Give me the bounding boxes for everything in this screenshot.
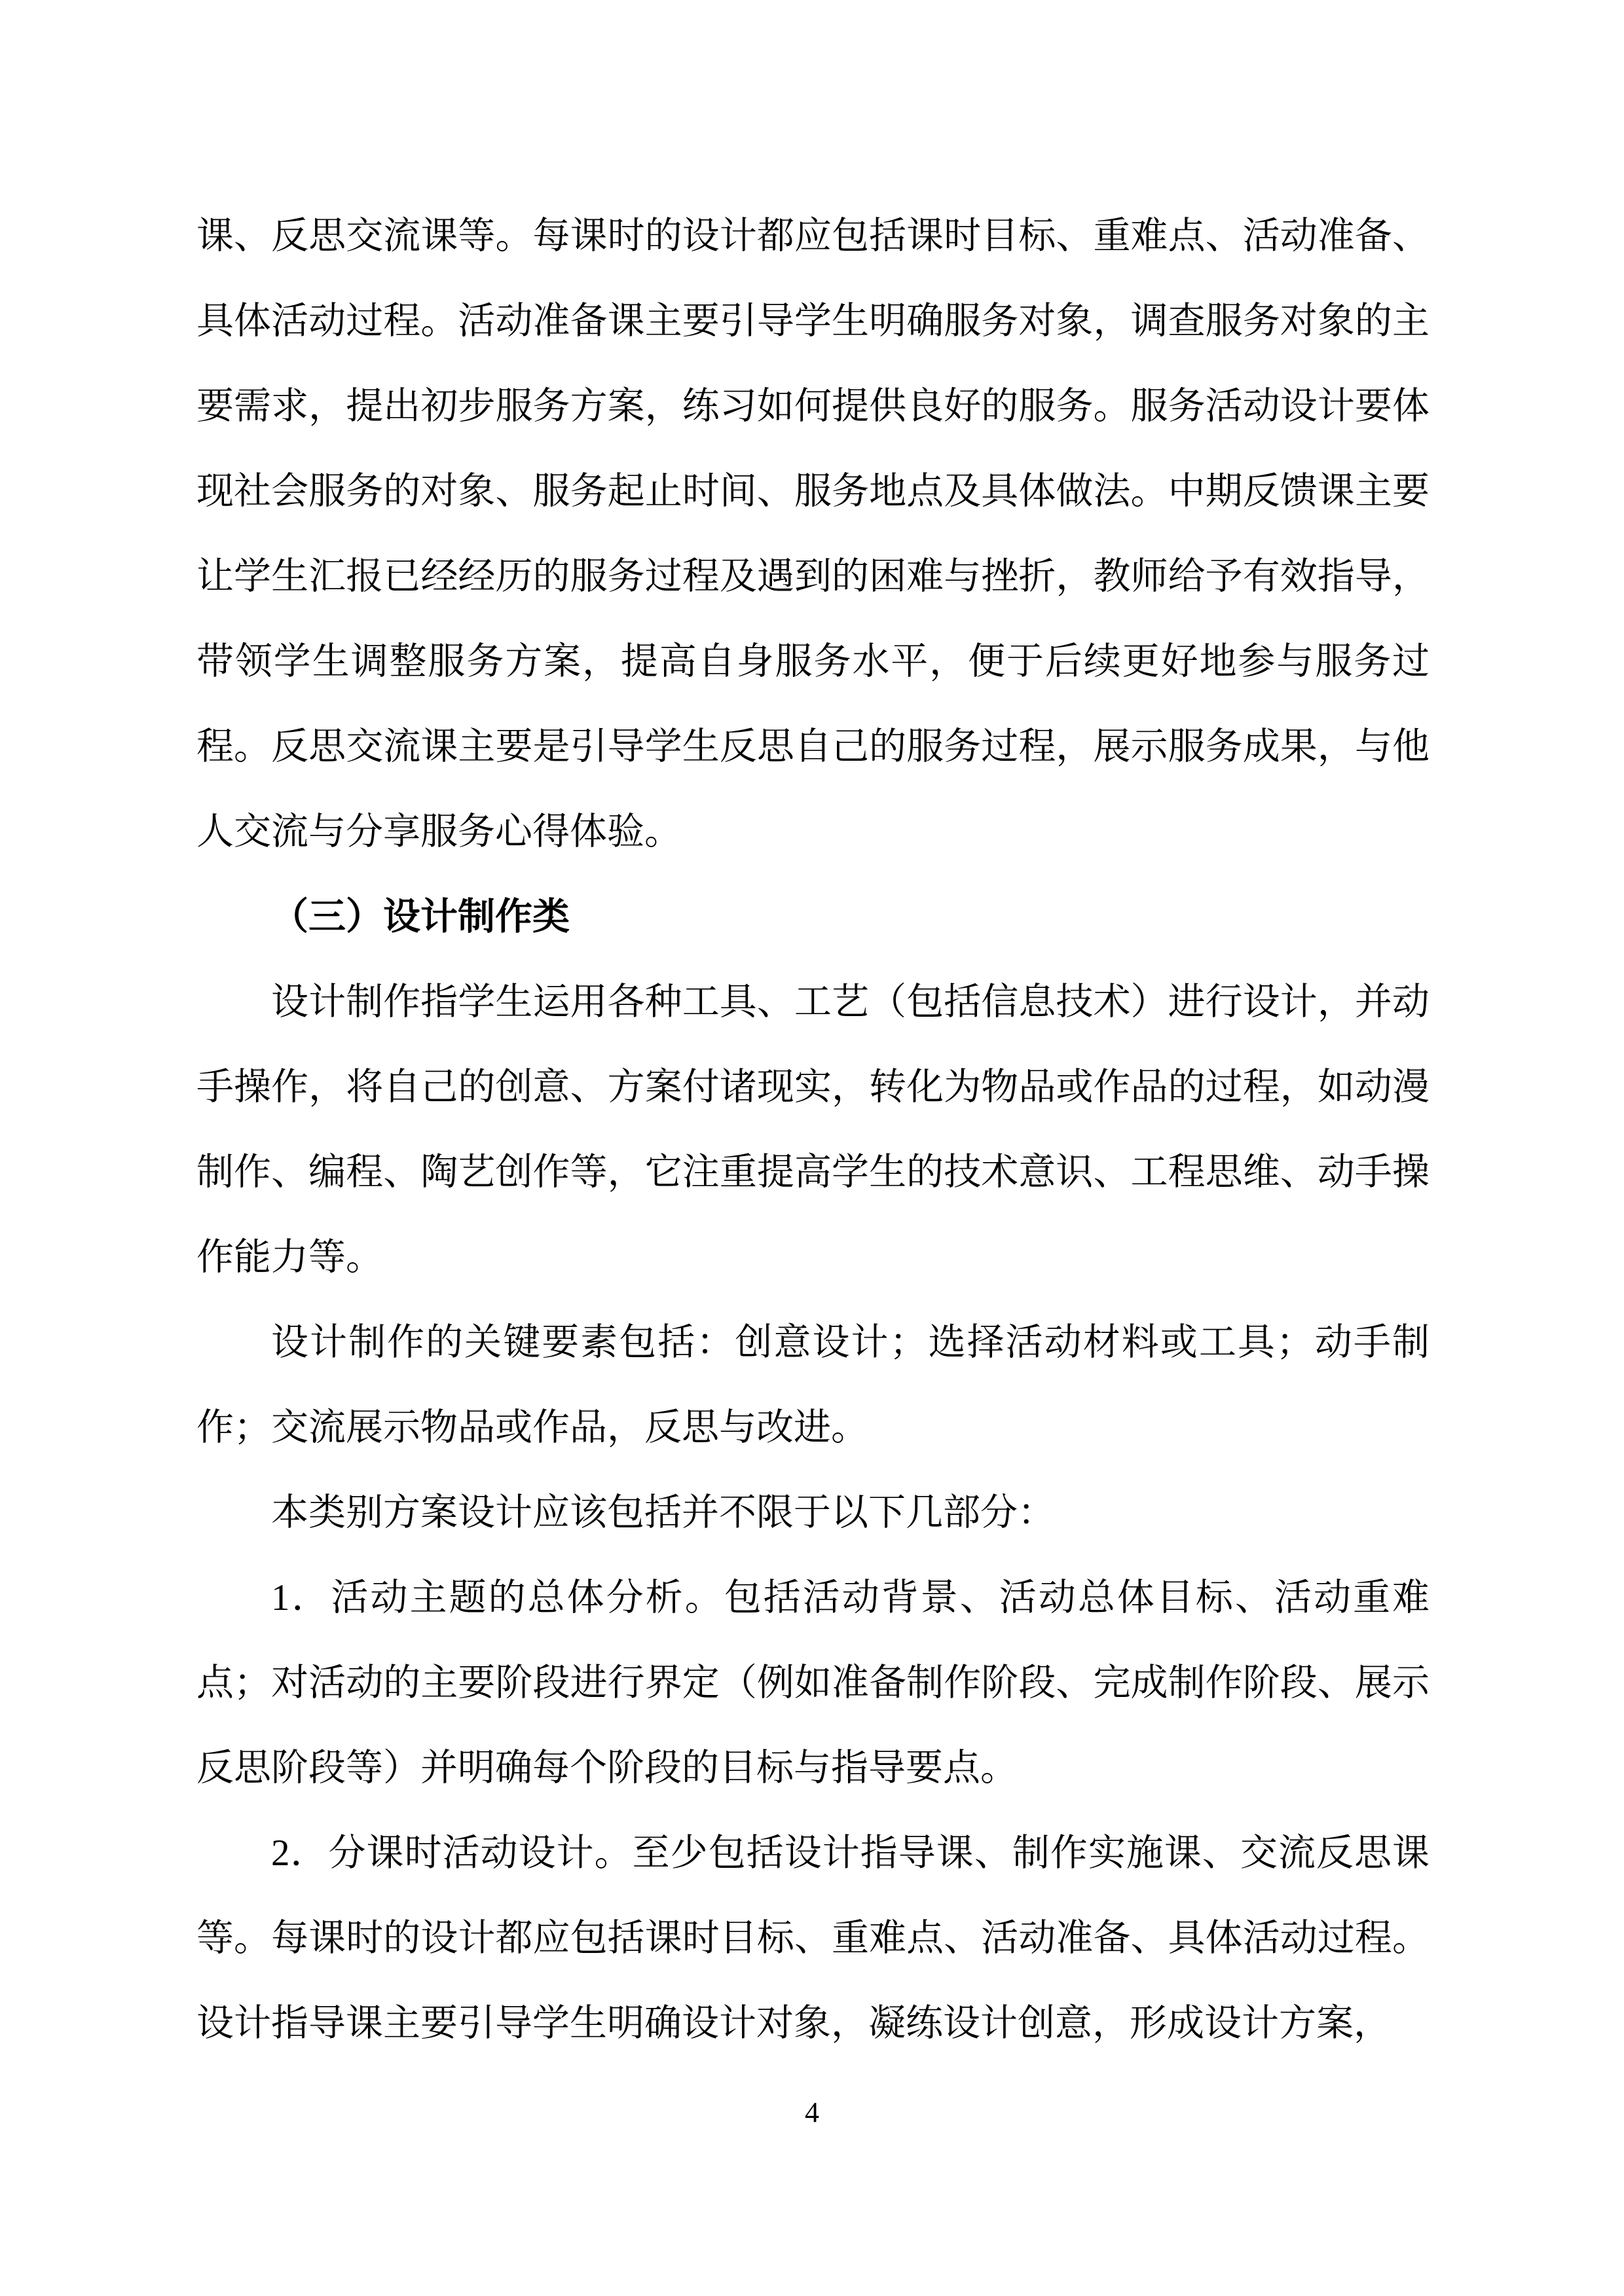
paragraph-item-1-overall-theme-analysis: 1．活动主题的总体分析。包括活动背景、活动总体目标、活动重难点；对活动的主要阶段进行界定（例如准备制作阶段、完成制作阶段、展示反思阶段等）并明确每个阶段的目标与指导要点。 <box>196 1577 1430 1789</box>
paragraph-design-production-key-elements: 设计制作的关键要素包括：创意设计；选择活动材料或工具；动手制作；交流展示物品或作品，反思与改进。 <box>196 1322 1430 1448</box>
document-body <box>196 194 1430 2066</box>
section-heading-design-production-category: （三）设计制作类 <box>271 896 570 938</box>
paragraph-item-2-per-lesson-activity-design: 2．分课时活动设计。至少包括设计指导课、制作实施课、交流反思课等。每课时的设计都应包括课时目标、重难点、活动准备、具体活动过程。设计指导课主要引导学生明确设计对象，凝练设计创意，形成设计方案， <box>196 1832 1430 2044</box>
page-number: 4 <box>805 2096 819 2128</box>
paragraph-service-course-design-continuation: 课、反思交流课等。每课时的设计都应包括课时目标、重难点、活动准备、具体活动过程。活动准备课主要引导学生明确服务对象，调查服务对象的主要需求，提出初步服务方案，练习如何提供良好的服务。服务活动设计要体现社会服务的对象、服务起止时间、服务地点及具体做法。中期反馈课主要让学生汇报已经经历的服务过程及遇到的困难与挫折，教师给予有效指导，带领学生调整服务方案，提高自身服务水平，便于后续更好地参与服务过程。反思交流课主要是引导学生反思自己的服务过程，展示服务成果，与他人交流与分享服务心得体验。 <box>196 215 1430 852</box>
paragraph-scheme-parts-intro: 本类别方案设计应该包括并不限于以下几部分： <box>271 1492 1055 1533</box>
paragraph-design-production-definition: 设计制作指学生运用各种工具、工艺（包括信息技术）进行设计，并动手操作，将自己的创意、方案付诸现实，转化为物品或作品的过程，如动漫制作、编程、陶艺创作等，它注重提高学生的技术意识、工程思维、动手操作能力等。 <box>196 981 1430 1278</box>
